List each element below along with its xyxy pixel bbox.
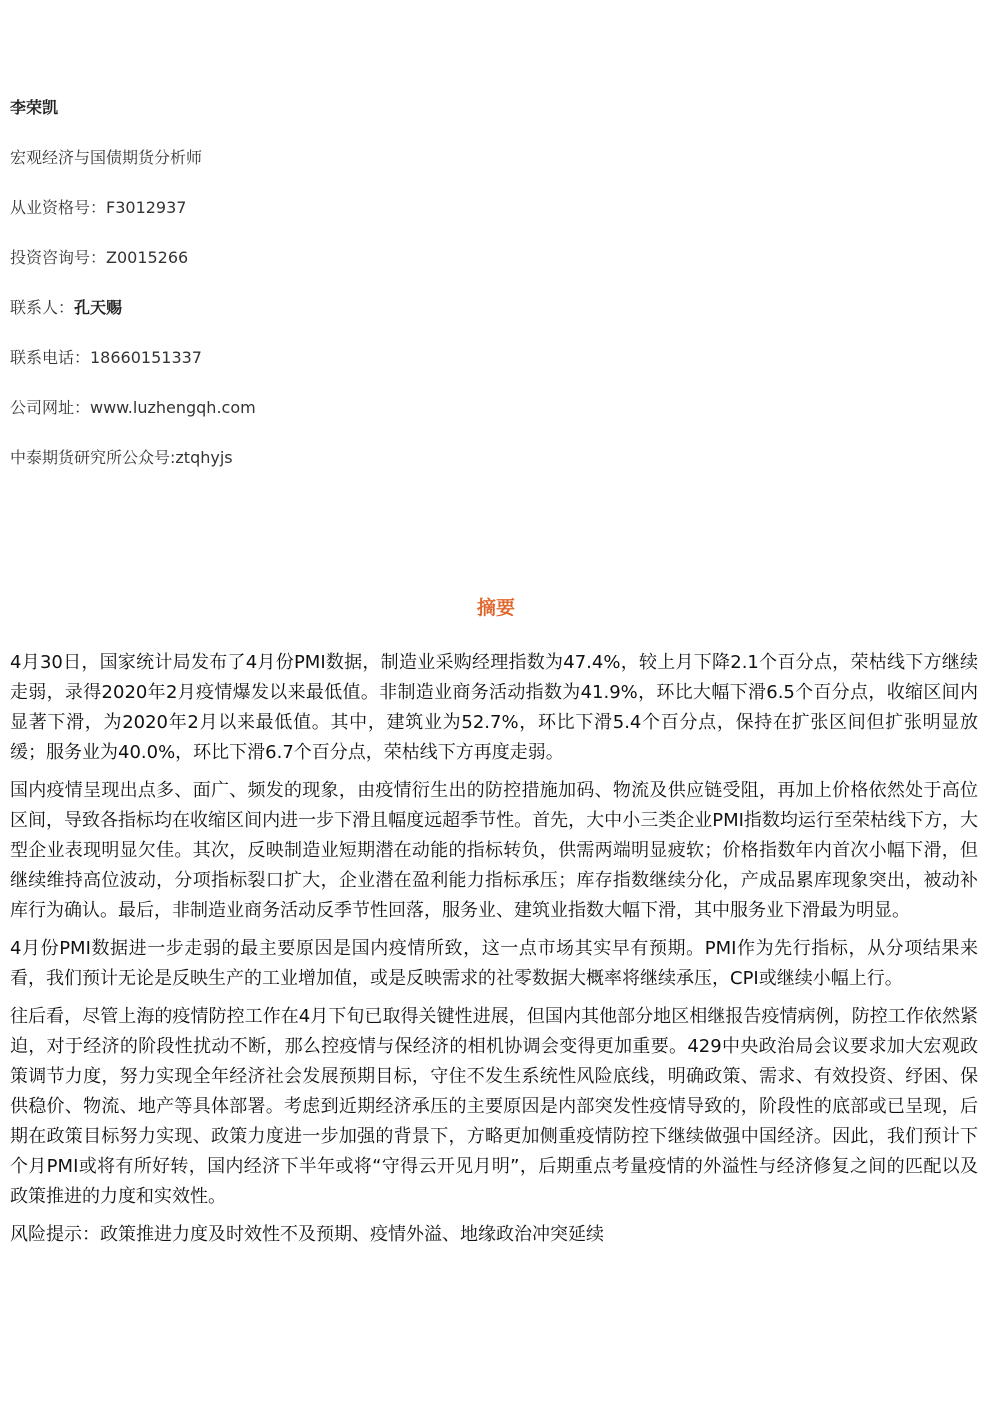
summary-paragraph-2: 国内疫情呈现出点多、面广、频发的现象，由疫情衍生出的防控措施加码、物流及供应链受阻，再加上价格依然处于高位区间，导致各指标均在收缩区间内进一步下滑且幅度远超季节性。首先，大中小三类企业PMI指数均运行至荣枯线下方，大型企业表现明显欠佳。其次，反映制造业短期潜在动能的指标转负，供需两端明显疲软；价格指数年内首次小幅下滑，但继续维持高位波动，分项指标裂口扩大，企业潜在盈利能力指标承压；库存指数继续分化，产成品累库现象突出，被动补库行为确认。最后，非制造业商务活动反季节性回落，服务业、建筑业指数大幅下滑，其中服务业下滑最为明显。 (10, 780, 978, 921)
risk-warning: 风险提示：政策推进力度及时效性不及预期、疫情外溢、地缘政治冲突延续 (10, 1224, 604, 1245)
contact-block (10, 96, 610, 496)
summary-paragraph-4: 往后看，尽管上海的疫情防控工作在4月下旬已取得关键性进展，但国内其他部分地区相继报告疫情病例，防控工作依然紧迫，对于经济的阶段性扰动不断，那么控疫情与保经济的相机协调会变得更加重要。429中央政治局会议要求加大宏观政策调节力度，努力实现全年经济社会发展预期目标，守住不发生系统性风险底线，明确政策、需求、有效投资、纾困、保供稳价、物流、地产等具体部署。考虑到近期经济承压的主要原因是内部突发性疫情导致的，阶段性的底部或已呈现，后期在政策目标努力实现、政策力度进一步加强的背景下，方略更加侧重疫情防控下继续做强中国经济。因此，我们预计下个月PMI或将有所好转，国内经济下半年或将“守得云开见月明”，后期重点考量疫情的外溢性与经济修复之间的匹配以及政策推进的力度和实效性。 (10, 1006, 978, 1207)
advisory-number: 投资咨询号：Z0015266 (10, 248, 189, 267)
wechat-account: 中泰期货研究所公众号:ztqhyjs (10, 448, 233, 467)
summary-paragraph-1: 4月30日，国家统计局发布了4月份PMI数据，制造业采购经理指数为47.4%，较上月下降2.1个百分点，荣枯线下方继续走弱，录得2020年2月疫情爆发以来最低值。非制造业商务活动指数为41.9%，环比大幅下滑6.5个百分点，收缩区间内显著下滑，为2020年2月以来最低值。其中，建筑业为52.7%，环比下滑5.4个百分点，保持在扩张区间但扩张明显放缓；服务业为40.0%，环比下滑6.7个百分点，荣枯线下方再度走弱。 (10, 652, 978, 763)
analyst-title: 宏观经济与国债期货分析师 (10, 148, 203, 167)
contact-person-label: 联系人： (10, 298, 75, 317)
summary-title: 摘要 (476, 597, 515, 619)
contact-phone: 联系电话：18660151337 (10, 348, 202, 367)
company-website: 公司网址：www.luzhengqh.com (10, 398, 256, 417)
contact-person (10, 296, 610, 346)
analyst-name: 李荣凯 (10, 98, 59, 117)
contact-person-name: 孔天赐 (74, 298, 123, 317)
qualification-number: 从业资格号：F3012937 (10, 198, 187, 217)
summary-paragraph-3: 4月份PMI数据进一步走弱的最主要原因是国内疫情所致，这一点市场其实早有预期。PMI作为先行指标，从分项结果来看，我们预计无论是反映生产的工业增加值，或是反映需求的社零数据大概率将继续承压，CPI或继续小幅上行。 (10, 938, 978, 989)
summary-body (10, 648, 978, 1258)
